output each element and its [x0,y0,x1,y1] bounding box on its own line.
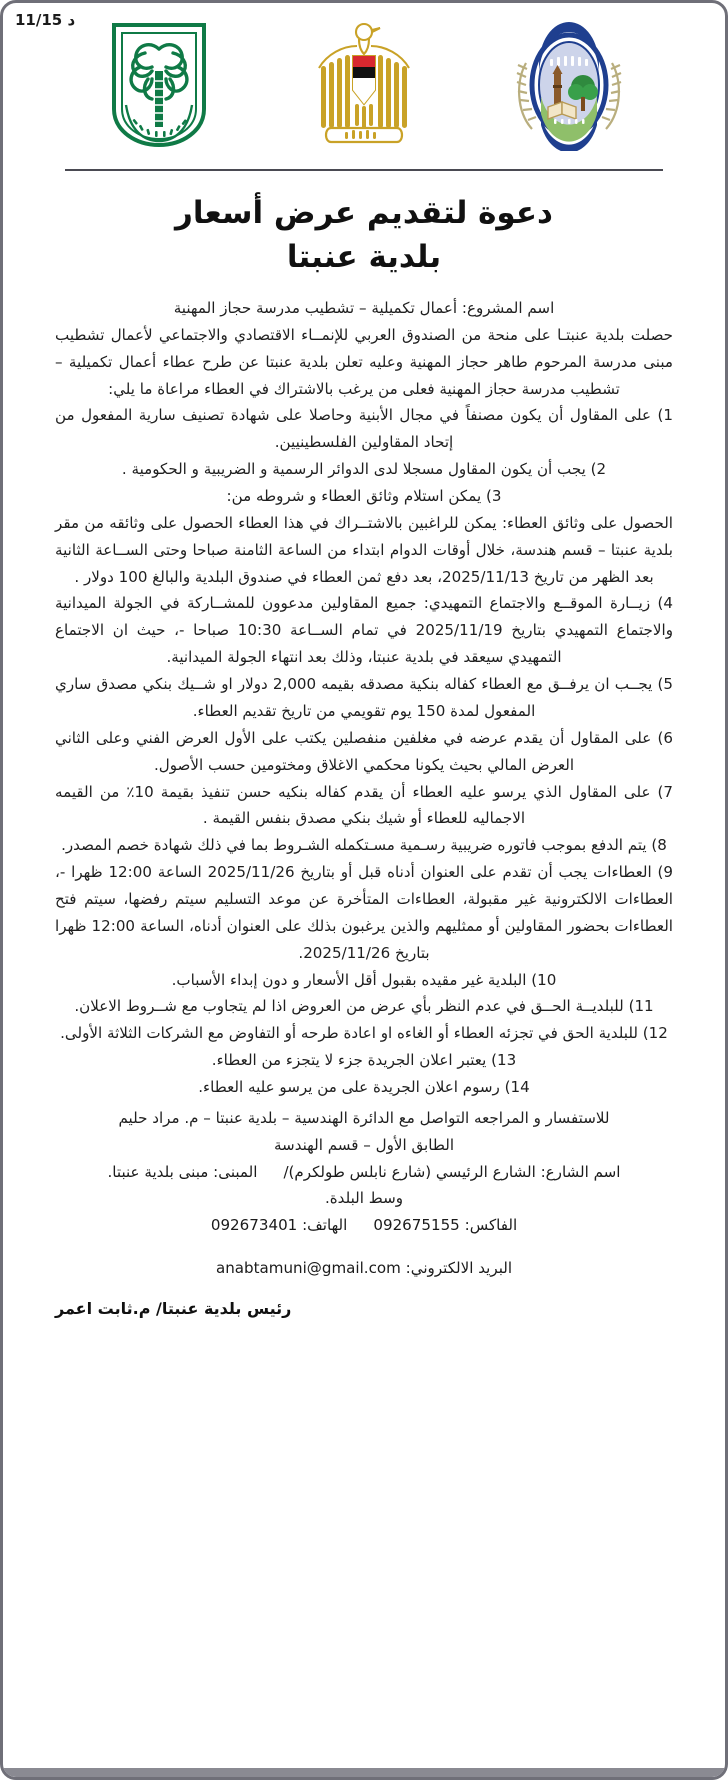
clause-item [55,671,673,725]
email-row [55,1254,673,1283]
clause-number: 8) [651,836,667,855]
clause-number: 13) [491,1051,517,1070]
signature-line: رئيس بلدية عنبتا/ م.ثابت اعمر [55,1298,292,1318]
title-line-1: دعوة لتقديم عرض أسعار [175,195,553,231]
clause-item [55,859,673,966]
clause-item [55,1020,673,1047]
clause-number: 4) [657,594,673,613]
anabta-municipality-emblem-icon [510,19,628,155]
intro-paragraph: حصلت بلدية عنبتـا على منحة من الصندوق العربي للإنمــاء الاقتصادي والاجتماعي لأعمال تشطيب مبنى مدرسة المرحوم طاهر حجاز المهنية وعليه تعلن بلدية عنبتا عن طرح عطاء أعمال تكميلية – تشطيب مدرسة حجاز المهنية فعلى من يرغب بالاشتراك في العطاء مراعاة ما يلي: [55,325,673,398]
arab-fund-emblem-icon [100,19,218,155]
clause-number: 11) [628,997,654,1016]
phone-label: الهاتف: [302,1216,348,1235]
building-name: المبنى: مبنى بلدية عنبتا. [107,1162,258,1181]
fax-entry [373,1212,517,1239]
clause-item [55,1047,673,1074]
issue-code: 11/15 د [15,11,76,29]
header-divider [65,169,663,171]
clause-item [55,456,673,483]
title-line-2: بلدية عنبتا [286,239,442,276]
project-name: اسم المشروع: أعمال تكميلية – تشطيب مدرسة حجاز المهنية [173,299,555,318]
clause-number: 1) [657,406,673,425]
inquiry-line-2: الطابق الأول – قسم الهندسة [273,1135,455,1154]
clause-number: 10) [531,970,557,989]
clause-text: يمكن استلام وثائق العطاء و شروطه من: [226,487,482,506]
clause-item [55,402,673,456]
clause-text: يجب أن يكون المقاول مسجلا لدى الدوائر الرسمية و الضريبية و الحكومية . [121,460,586,479]
clause-text: العطاءات يجب أن تقدم على العنوان أدناه قبل أو بتاريخ 2025/11/26 الساعة 12:00 ظهرا -، العطاءات الالكترونية غير مقبولة، العطاءات المتأخرة عن موعد التسليم سيتم رفضها، سيتم فتح العطاءات بحضور المقاولين أو ممثليهم والذين يرغبون بذلك على العنوان أدناه، الساعة 12:00 ظهرا بتاريخ 2025/11/26. [55,863,673,962]
clause-number: 14) [504,1077,530,1096]
clause-text: يجــب ان يرفــق مع العطاء كفاله بنكية مصدقه بقيمه 2,000 دولار او شــيك بنكي مصدق ساري المفعول لمدة 150 يوم تقويمي من تاريخ تقديم العطاء. [55,675,653,720]
clause-text: على المقاول الذي يرسو عليه العطاء أن يقدم كفاله بنكيه حسن تنفيذ بقيمة 10٪ من القيمه الاجماليه للعطاء أو شيك بنكي مصدق بنفس القيمة . [55,782,651,828]
palestine-state-emblem-icon [301,16,427,158]
address-row [55,1159,673,1186]
clause-number: 12) [642,1024,668,1043]
clause-text: زيــارة الموقــع والاجتماع التمهيدي: جميع المقاولين مدعوون للمشــاركة في الجولة الميدانية والاجتماع التمهيدي بتاريخ 2025/11/19 في تمام الســاعة 10:30 صباحا -، حيث ان الاجتماع التمهيدي سيعقد في بلدية عنبتا، وذلك بعد انتهاء الجولة الميدانية. [55,594,673,667]
clause-text: يعتبر اعلان الجريدة جزء لا يتجزء من العطاء. [211,1051,487,1070]
bottom-bar [3,1768,725,1777]
contact-block [3,1101,725,1283]
phone-value: 092673401 [210,1216,298,1235]
clause-text: على المقاول أن يكون مصنفاً في مجال الأبنية وحاصلا على شهادة تصنيف سارية المفعول من إتحاد المقاولين الفلسطينيين. [55,406,651,452]
clause-text: البلدية غير مقيده بقبول أقل الأسعار و دون إبداء الأسباب. [171,970,527,989]
clause-text: للبلديــة الحــق في عدم النظر بأي عرض من العروض اذا لم يتجاوب مع شــروط الاعلان. [74,997,624,1016]
announcement-body [3,285,725,1101]
clause-item [55,483,673,510]
clause-item [55,967,673,994]
clause-text: للبلدية الحق في تجزئه العطاء أو الغاءه او اعادة طرحه أو التفاوض مع الشركات الثلاثة الأولى. [60,1024,638,1043]
clause-item [55,1074,673,1101]
phone-fax-row [55,1212,673,1239]
email-value[interactable]: anabtamuni@gmail.com [215,1259,401,1278]
clause-item [55,832,673,859]
email-label: البريد الالكتروني: [405,1259,513,1278]
fax-value: 092675155 [373,1216,460,1235]
clause-text: يتم الدفع بموجب فاتوره ضريبية رسـمية مسـتكمله الشـروط بما في ذلك شهادة خصم المصدر. [61,836,647,855]
town-center: وسط البلدة. [324,1189,404,1208]
clause-number: 3) [485,487,502,506]
clause-item [55,779,673,833]
street-name: اسم الشارع: الشارع الرئيسي (شارع نابلس طولكرم)/ [283,1162,621,1181]
phone-entry [211,1212,348,1239]
fax-label: الفاكس: [464,1216,518,1235]
clause-item [55,510,673,591]
clause-item [55,993,673,1020]
clause-item [55,590,673,671]
clause-number: 9) [657,863,673,882]
clause-number: 7) [657,782,673,801]
clause-number: 2) [590,460,607,479]
clause-text: الحصول على وثائق العطاء: يمكن للراغبين بالاشتــراك في هذا العطاء الحصول على وثائقه من مقر بلدية عنبتا – قسم هندسة، خلال أوقات الدوام ابتداء من الساعة الثامنة صباحا وحتى الســاعة الثانية بعد الظهر من تاريخ 2025/11/13، بعد دفع ثمن العطاء في صندوق البلدية والبالغ 100 دولار . [55,513,673,586]
clause-number: 6) [657,728,673,747]
logo-row [3,17,725,157]
document-header [3,3,725,171]
clause-number: 5) [657,675,673,694]
clause-item [55,725,673,779]
clause-text: على المقاول أن يقدم عرضه في مغلفين منفصلين يكتب على الأول العرض الفني وعلى الثاني العرض المالي بحيث يكونا محكمي الاغلاق ومختومين حسب الأصول. [55,728,652,774]
page-title [3,171,725,285]
inquiry-line-1: للاستفسار و المراجعه التواصل مع الدائرة الهندسية – بلدية عنبتا – م. مراد حليم [118,1108,610,1127]
clause-text: رسوم اعلان الجريدة على من يرسو عليه العطاء. [198,1077,500,1096]
